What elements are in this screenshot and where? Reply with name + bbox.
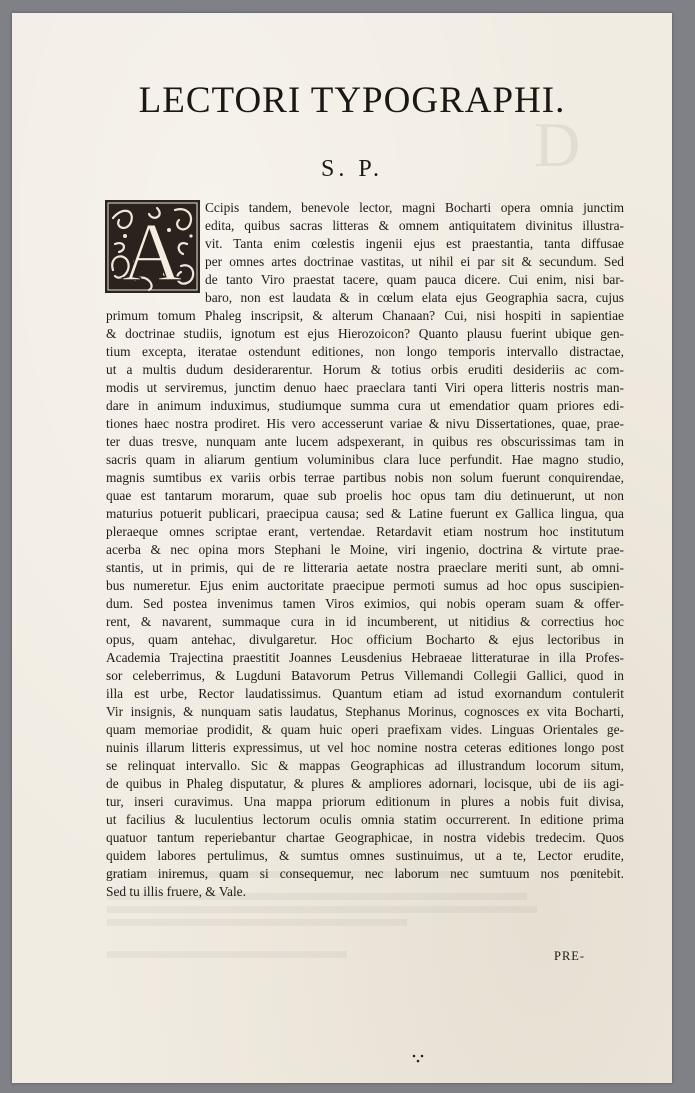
text-line: nuinis illarum litteris expressimus, ut vel hoc nomine nostra ceteras editiones longo post bbox=[106, 740, 624, 755]
text-line: acerba & nec opina mors Stephani le Moine, viri ingenio, doctrina & virtute prae- bbox=[106, 542, 624, 557]
body-text bbox=[106, 199, 624, 901]
text-line: maturius potuerit publicari, praecipua causa; sed & Latine fuerunt ex Gallica lingua, qua bbox=[106, 506, 624, 521]
text-line: opus, quam antehac, divulgaretur. Hoc officium Bocharto & ejus lectoribus in bbox=[106, 632, 624, 647]
text-line: gratiam iniremus, quam si consequemur, nec laborum nec sumtuum nos pœnitebit. bbox=[106, 866, 624, 881]
text-line: Sed tu illis fruere, & Vale. bbox=[106, 884, 246, 899]
text-line: de quibus in Phaleg disputatur, & plures & ampliores adornari, locisque, ubi de iis agi- bbox=[106, 776, 624, 791]
text-line: Ccipis tandem, benevole lector, magni Bocharti opera omnia junctim bbox=[205, 200, 624, 215]
text-line: illa est urbe, Rector laudatissimus. Quantum etiam ad istud exornandum contulerit bbox=[106, 686, 624, 701]
text-line: modis ut serviremus, junctim denuo haec praeclara tanti Viri opera litteris nostris man- bbox=[106, 380, 624, 395]
text-line: Vir insignis, & nunquam satis laudatus, Stephanus Morinus, cognosces ex vita Bocharti, bbox=[106, 704, 624, 719]
text-line: dare in animum induximus, studiumque summa cura ut emendatior quam priores edi- bbox=[106, 398, 624, 413]
text-line: dum. Sed postea invenimus tamen Viros eximios, qui nobis operam suam & offer- bbox=[106, 596, 624, 611]
text-line: de tanto Viro praestat tacere, quam pauca dicere. Cui enim, nisi bar- bbox=[205, 272, 624, 287]
show-through-letter: D bbox=[534, 109, 581, 180]
text-line: & doctrinae studiis, ignotum est ejus Hierozoicon? Quanto plausu fuerint ubique gen- bbox=[106, 326, 624, 341]
show-through-line bbox=[107, 906, 537, 913]
text-line: quidem labores pertulimus, & sumtus omnes sustinuimus, ut a te, Lector erudite, bbox=[106, 848, 624, 863]
text-line: tium excepta, iteratae ostendunt editiones, non longo temporis intervallo distractae, bbox=[106, 344, 624, 359]
ink-dots-icon bbox=[410, 1053, 426, 1065]
salutation: S. P. bbox=[320, 156, 384, 182]
text-line: rent, & navarent, summaque cura in id incumberent, ut nitidius & correctius hoc bbox=[106, 614, 624, 629]
text-line: sacris quam in aliarum gentium voluminibus clara luce perfundit. Hae magno studio, bbox=[106, 452, 624, 467]
text-line: tiones haec nostra prodiret. His vero accesserunt variae & nivu Dissertationes, quae, prae- bbox=[106, 416, 624, 431]
text-line: tur, inseri curavimus. Una mappa priorum editionum in plures a nobis fuit divisa, bbox=[106, 794, 624, 809]
text-line: quatuor tantum reperiebantur chartae Geographicae, in nostra videbis tredecim. Quos bbox=[106, 830, 624, 845]
page-title: LECTORI TYPOGRAPHI. bbox=[138, 80, 566, 121]
text-line: magnis sumtibus ex variis orbis terrae partibus nobis non solum fuerunt conquirendae, bbox=[106, 470, 624, 485]
text-line: quae est tantarum morarum, quae sub proelis hoc opus tam diu detinuerunt, ut non bbox=[106, 488, 624, 503]
text-line: ter duas tresve, nunquam ante lucem adspexerant, in quibus res obscurissimas tam in bbox=[106, 434, 624, 449]
text-line: sor celeberrimus, & Lugduni Batavorum Petrus Villemandi Collegii Gallici, quod in bbox=[106, 668, 624, 683]
text-line: pleraeque omnes scriptae erant, vertendae. Retardavit etiam nostrum hoc institutum bbox=[106, 524, 624, 539]
initial-letter: A bbox=[121, 206, 183, 293]
text-line: baro, non est laudata & in cœlum elata ejus Geographia sacra, cujus bbox=[205, 290, 624, 305]
catchword: PRE- bbox=[554, 949, 586, 963]
text-line: bus numeretur. Ejus enim auctoritate praecipue permoti sumus ad hoc opus suscipien- bbox=[106, 578, 624, 593]
show-through-line bbox=[107, 951, 347, 958]
text-line: se relinquat intervallo. Sic & mappas Geographicas ad illustrandum locorum situm, bbox=[106, 758, 624, 773]
show-through-line bbox=[107, 919, 407, 926]
text-line: per omnes artes doctrinae vastitas, ut nihil ei par sit & secundum. Sed bbox=[205, 254, 624, 269]
document-page bbox=[12, 13, 672, 1083]
text-line: stantis, ut in primis, qui de re litteraria aetate nostra praeclare meriti sunt, ab omni- bbox=[106, 560, 624, 575]
text-line: primum tomum Phaleg inscripsit, & alterum Chanaan? Cui, nisi hospiti in sapientiae bbox=[106, 308, 624, 323]
text-line: ut a multis dudum desiderarentur. Horum & totius orbis eruditi desideriis ac com- bbox=[106, 362, 624, 377]
text-line: ut facilius & luculentius lectorum oculis omnia statim occurrerent. In editione prima bbox=[106, 812, 624, 827]
text-line: vit. Tanta enim cœlestis ingenii ejus est praestantia, tanta diffusae bbox=[205, 236, 624, 251]
text-line: quam memoriae prodidit, & quam huic operi praefixam vides. Linguas Orientales ge- bbox=[106, 722, 624, 737]
text-line: Academia Trajectina praestitit Joannes Leusdenius Hebraeae litteraturae in illa Profes- bbox=[106, 650, 624, 665]
text-line: edita, quibus sacras litteras & omnem antiquitatem divinitus illustra- bbox=[205, 218, 624, 233]
